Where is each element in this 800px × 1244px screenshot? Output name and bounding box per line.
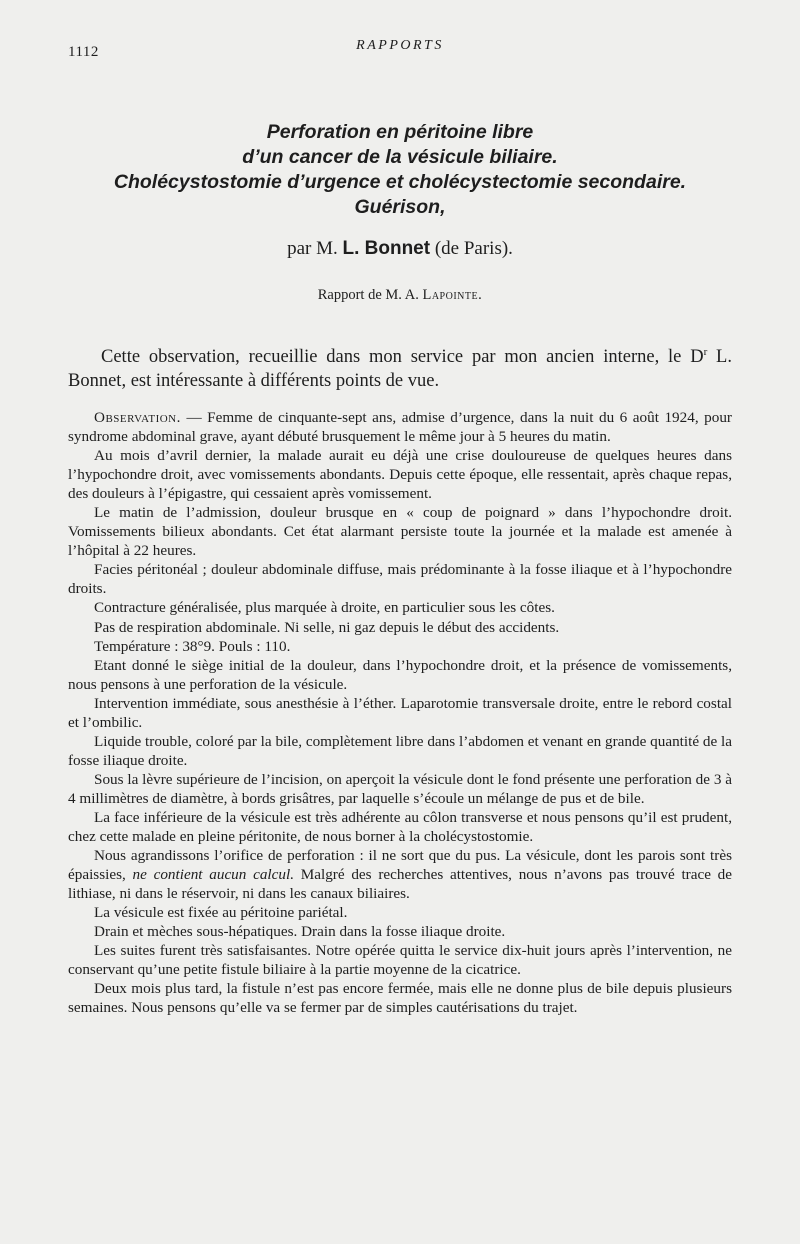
author-name: L. Bonnet bbox=[342, 238, 431, 259]
paragraph: Contracture généralisée, plus marquée à droite, en particulier sous les côtes. bbox=[94, 599, 555, 617]
paragraph: Au mois d’avril dernier, la malade aurait eu déjà une crise douloureuse de quelques heures dans l’hypochondre droit, avec vomissements abondants. Depuis cette époque, elle ressentait, après chaque repas, des douleurs à l’épigastre, qui cessaient après vomissement. bbox=[68, 447, 732, 503]
paragraph: Les suites furent très satisfaisantes. Notre opérée quitta le service dix-huit jours après l’intervention, ne conservant qu’une petite fistule biliaire à la partie moyenne de la cicatrice. bbox=[68, 942, 732, 979]
intro-text: Cette observation, recueillie dans mon service par mon ancien interne, le D bbox=[101, 347, 704, 368]
byline-prefix: par M. bbox=[287, 238, 338, 259]
italic-emphasis: ne contient aucun calcul. bbox=[132, 866, 295, 884]
paragraph: Sous la lèvre supérieure de l’incision, on aperçoit la vésicule dont le fond présente une perforation de 3 à 4 millimètres de diamètre, à bords grisâtres, par laquelle s’écoule un mélange de pus et de bile. bbox=[68, 770, 732, 807]
byline-suffix: (de Paris). bbox=[434, 238, 513, 259]
observation-lead: Observation. bbox=[94, 409, 181, 426]
title-line: Cholécystostomie d’urgence et cholécystectomie secondaire. bbox=[113, 171, 687, 193]
paragraph bbox=[68, 408, 732, 446]
intro-paragraph bbox=[68, 340, 732, 393]
paragraph: Facies péritonéal ; douleur abdominale diffuse, mais prédominante à la fosse iliaque et à l’hypochondre droits. bbox=[68, 561, 732, 598]
paragraph: La face inférieure de la vésicule est très adhérente au côlon transverse et nous pensons qu’il est prudent, chez cette malade en pleine péritonite, de nous borner à la cholécystostomie. bbox=[68, 808, 732, 846]
paragraph-text: Nous agrandissons l’orifice de perforation : il ne sort que du pus. La vésicule, dont les parois sont très épaissies, bbox=[68, 847, 732, 884]
reporter-line bbox=[0, 287, 800, 304]
paragraph: Liquide trouble, coloré par la bile, complètement libre dans l’abdomen et venant en grande quantité de la fosse iliaque droite. bbox=[68, 732, 732, 769]
page-number: 1112 bbox=[68, 44, 99, 60]
paragraph bbox=[68, 846, 732, 903]
observation-body bbox=[68, 408, 732, 1018]
title-line: Guérison, bbox=[354, 196, 446, 218]
byline bbox=[0, 238, 800, 260]
paragraph-text: Malgré des recherches attentives, nous n’avons pas trouvé trace de lithiase, ni dans le réservoir, ni dans les canaux biliaires. bbox=[68, 866, 733, 903]
paragraph: Etant donné le siège initial de la douleur, dans l’hypochondre droit, et la présence de vomissements, nous pensons à une perforation de la vésicule. bbox=[68, 656, 732, 693]
title-line: Perforation en péritoine libre bbox=[266, 121, 534, 143]
intro-text: L. Bonnet, est intéressante à différents points de vue. bbox=[68, 347, 732, 392]
article-title bbox=[20, 120, 780, 220]
running-head: RAPPORTS bbox=[356, 38, 444, 53]
paragraph: Température : 38°9. Pouls : 110. bbox=[94, 637, 291, 655]
paragraph: Intervention immédiate, sous anesthésie à l’éther. Laparotomie transversale droite, entre le rebord costal et l’ombilic. bbox=[68, 694, 732, 731]
paragraph: Pas de respiration abdominale. Ni selle, ni gaz depuis le début des accidents. bbox=[94, 618, 560, 636]
reporter-name: Lapointe. bbox=[422, 287, 483, 303]
reporter-prefix: Rapport de M. A. bbox=[317, 287, 419, 303]
paragraph: Le matin de l’admission, douleur brusque en « coup de poignard » dans l’hypochondre droit. Vomissements bilieux abondants. Cet état alarmant persiste toute la journée et la malade est amenée à l’hôpital à 22 heures. bbox=[68, 504, 732, 560]
paragraph: Deux mois plus tard, la fistule n’est pas encore fermée, mais elle ne donne plus de bile depuis plusieurs semaines. Nous pensons qu’elle va se fermer par de simples cautérisations du trajet. bbox=[68, 980, 732, 1017]
paragraph: La vésicule est fixée au péritoine pariétal. bbox=[94, 904, 348, 922]
paragraph: Drain et mèches sous-hépatiques. Drain dans la fosse iliaque droite. bbox=[94, 923, 506, 941]
intro-superscript: r bbox=[703, 346, 708, 358]
title-line: d’un cancer de la vésicule biliaire. bbox=[242, 146, 558, 168]
paragraph-text: — Femme de cinquante-sept ans, admise d’urgence, dans la nuit du 6 août 1924, pour syndrome abdominal grave, ayant débuté brusquement le même jour à 5 heures du matin. bbox=[68, 409, 732, 446]
